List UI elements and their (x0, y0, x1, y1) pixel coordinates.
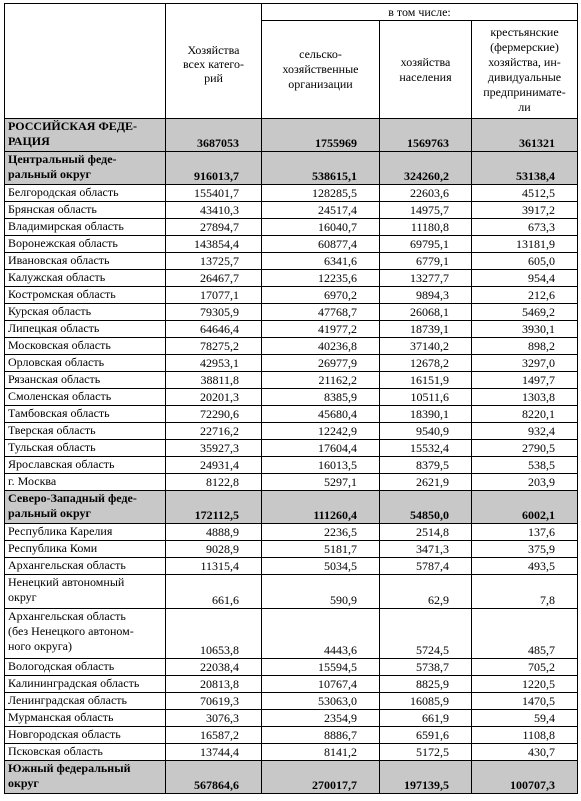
value-cell: 8385,9 (262, 389, 380, 406)
value-cell: 20813,8 (166, 676, 262, 693)
column-header-households: хозяйства населения (380, 21, 472, 119)
value-cell: 197139,5 (380, 761, 472, 794)
value-cell: 5172,5 (380, 744, 472, 761)
region-name-cell: Тамбовская область (5, 406, 166, 423)
value-cell: 35927,3 (166, 440, 262, 457)
value-cell: 6591,6 (380, 727, 472, 744)
table-row (5, 575, 578, 609)
value-cell: 2790,5 (472, 440, 578, 457)
region-name-cell: Республика Карелия (5, 524, 166, 541)
table-row (5, 202, 578, 219)
value-cell: 172112,5 (166, 491, 262, 524)
value-cell: 590,9 (262, 575, 380, 609)
table-row (5, 389, 578, 406)
column-header-agricultural-organizations: сельско- хозяйственные организации (262, 21, 380, 119)
value-cell: 1303,8 (472, 389, 578, 406)
value-cell: 26068,1 (380, 304, 472, 321)
region-name-cell: Мурманская область (5, 710, 166, 727)
value-cell: 8886,7 (262, 727, 380, 744)
value-cell: 916013,7 (166, 152, 262, 185)
value-cell: 430,7 (472, 744, 578, 761)
including-header: в том числе: (262, 4, 578, 21)
value-cell: 5297,1 (262, 474, 380, 491)
table-row-district (5, 119, 578, 152)
value-cell: 128285,5 (262, 185, 380, 202)
region-name-cell: Костромская область (5, 287, 166, 304)
value-cell: 4888,9 (166, 524, 262, 541)
region-name-cell: Белгородская область (5, 185, 166, 202)
table-row (5, 727, 578, 744)
value-cell: 79305,9 (166, 304, 262, 321)
value-cell: 9894,3 (380, 287, 472, 304)
value-cell: 1108,8 (472, 727, 578, 744)
value-cell: 605,0 (472, 253, 578, 270)
value-cell: 10653,8 (166, 609, 262, 659)
value-cell: 143854,4 (166, 236, 262, 253)
value-cell: 45680,4 (262, 406, 380, 423)
value-cell: 8379,5 (380, 457, 472, 474)
value-cell: 2236,5 (262, 524, 380, 541)
table-row-district (5, 761, 578, 794)
value-cell: 22603,6 (380, 185, 472, 202)
value-cell: 24517,4 (262, 202, 380, 219)
value-cell: 78275,2 (166, 338, 262, 355)
value-cell: 24931,4 (166, 457, 262, 474)
value-cell: 3917,2 (472, 202, 578, 219)
region-name-cell: г. Москва (5, 474, 166, 491)
value-cell: 18739,1 (380, 321, 472, 338)
value-cell: 1755969 (262, 119, 380, 152)
value-cell: 9028,9 (166, 541, 262, 558)
column-header-farms: крестьянские (фермерские) хозяйства, ин- дивидуальные предпринимате- ли (472, 21, 578, 119)
value-cell: 5724,5 (380, 609, 472, 659)
table-row (5, 372, 578, 389)
value-cell: 3076,3 (166, 710, 262, 727)
table-body (5, 119, 578, 794)
table-row (5, 321, 578, 338)
value-cell: 6779,1 (380, 253, 472, 270)
value-cell: 2621,9 (380, 474, 472, 491)
value-cell: 375,9 (472, 541, 578, 558)
value-cell: 3687053 (166, 119, 262, 152)
value-cell: 2514,8 (380, 524, 472, 541)
region-name-cell: Калужская область (5, 270, 166, 287)
value-cell: 41977,2 (262, 321, 380, 338)
value-cell: 485,7 (472, 609, 578, 659)
region-name-cell: Владимирская область (5, 219, 166, 236)
value-cell: 567864,6 (166, 761, 262, 794)
value-cell: 15594,5 (262, 659, 380, 676)
value-cell: 53138,4 (472, 152, 578, 185)
value-cell: 898,2 (472, 338, 578, 355)
region-name-cell: Ненецкий автономный округ (5, 575, 166, 609)
table-row (5, 676, 578, 693)
value-cell: 155401,7 (166, 185, 262, 202)
value-cell: 932,4 (472, 423, 578, 440)
value-cell: 7,8 (472, 575, 578, 609)
value-cell: 673,3 (472, 219, 578, 236)
region-name-cell: Архангельская область (5, 558, 166, 575)
table-row (5, 236, 578, 253)
value-cell: 13181,9 (472, 236, 578, 253)
region-name-cell: Воронежская область (5, 236, 166, 253)
value-cell: 10767,4 (262, 676, 380, 693)
region-name-cell: Тверская область (5, 423, 166, 440)
value-cell: 69795,1 (380, 236, 472, 253)
value-cell: 16587,2 (166, 727, 262, 744)
value-cell: 5469,2 (472, 304, 578, 321)
region-name-cell: Смоленская область (5, 389, 166, 406)
table-row (5, 541, 578, 558)
value-cell: 13744,4 (166, 744, 262, 761)
region-name-cell: РОССИЙСКАЯ ФЕДЕ- РАЦИЯ (5, 119, 166, 152)
value-cell: 20201,3 (166, 389, 262, 406)
value-cell: 14975,7 (380, 202, 472, 219)
value-cell: 6002,1 (472, 491, 578, 524)
value-cell: 12235,6 (262, 270, 380, 287)
table-row (5, 253, 578, 270)
value-cell: 270017,7 (262, 761, 380, 794)
value-cell: 16151,9 (380, 372, 472, 389)
value-cell: 1220,5 (472, 676, 578, 693)
value-cell: 2354,9 (262, 710, 380, 727)
table-row (5, 287, 578, 304)
value-cell: 705,2 (472, 659, 578, 676)
value-cell: 8122,8 (166, 474, 262, 491)
value-cell: 43410,3 (166, 202, 262, 219)
value-cell: 5181,7 (262, 541, 380, 558)
value-cell: 8825,9 (380, 676, 472, 693)
region-name-cell: Южный федеральный округ (5, 761, 166, 794)
value-cell: 100707,3 (472, 761, 578, 794)
region-name-cell: Орловская область (5, 355, 166, 372)
region-name-cell: Брянская область (5, 202, 166, 219)
region-name-cell: Центральный феде- ральный округ (5, 152, 166, 185)
table-row (5, 474, 578, 491)
value-cell: 13725,7 (166, 253, 262, 270)
value-cell: 8220,1 (472, 406, 578, 423)
value-cell: 6341,6 (262, 253, 380, 270)
value-cell: 6970,2 (262, 287, 380, 304)
region-name-cell: Московская область (5, 338, 166, 355)
value-cell: 137,6 (472, 524, 578, 541)
region-name-cell: Тульская область (5, 440, 166, 457)
value-cell: 361321 (472, 119, 578, 152)
value-cell: 70619,3 (166, 693, 262, 710)
value-cell: 26467,7 (166, 270, 262, 287)
region-name-cell: Северо-Западный феде- ральный округ (5, 491, 166, 524)
value-cell: 954,4 (472, 270, 578, 287)
value-cell: 5738,7 (380, 659, 472, 676)
value-cell: 22038,4 (166, 659, 262, 676)
value-cell: 60877,4 (262, 236, 380, 253)
value-cell: 11180,8 (380, 219, 472, 236)
value-cell: 493,5 (472, 558, 578, 575)
value-cell: 54850,0 (380, 491, 472, 524)
value-cell: 4512,5 (472, 185, 578, 202)
value-cell: 12678,2 (380, 355, 472, 372)
value-cell: 10511,6 (380, 389, 472, 406)
region-name-cell: Вологодская область (5, 659, 166, 676)
table-row (5, 406, 578, 423)
table-row (5, 659, 578, 676)
value-cell: 42953,1 (166, 355, 262, 372)
value-cell: 38811,8 (166, 372, 262, 389)
value-cell: 538615,1 (262, 152, 380, 185)
value-cell: 62,9 (380, 575, 472, 609)
value-cell: 1470,5 (472, 693, 578, 710)
table-row (5, 710, 578, 727)
value-cell: 72290,6 (166, 406, 262, 423)
table-row (5, 304, 578, 321)
value-cell: 111260,4 (262, 491, 380, 524)
value-cell: 12242,9 (262, 423, 380, 440)
table-row (5, 440, 578, 457)
statistics-table (4, 3, 578, 794)
table-row-district (5, 491, 578, 524)
value-cell: 538,5 (472, 457, 578, 474)
value-cell: 1569763 (380, 119, 472, 152)
value-cell: 26977,9 (262, 355, 380, 372)
value-cell: 37140,2 (380, 338, 472, 355)
value-cell: 16040,7 (262, 219, 380, 236)
region-name-cell: Калининградская область (5, 676, 166, 693)
value-cell: 18390,1 (380, 406, 472, 423)
value-cell: 13277,7 (380, 270, 472, 287)
region-column-header (5, 4, 166, 119)
value-cell: 5787,4 (380, 558, 472, 575)
table-row (5, 457, 578, 474)
value-cell: 16085,9 (380, 693, 472, 710)
table-row-district (5, 152, 578, 185)
value-cell: 8141,2 (262, 744, 380, 761)
region-name-cell: Новгородская область (5, 727, 166, 744)
value-cell: 21162,2 (262, 372, 380, 389)
value-cell: 3930,1 (472, 321, 578, 338)
value-cell: 3297,0 (472, 355, 578, 372)
region-name-cell: Архангельская область (без Ненецкого автоном- ного округа) (5, 609, 166, 659)
value-cell: 203,9 (472, 474, 578, 491)
value-cell: 15532,4 (380, 440, 472, 457)
value-cell: 64646,4 (166, 321, 262, 338)
value-cell: 47768,7 (262, 304, 380, 321)
table-row (5, 338, 578, 355)
value-cell: 59,4 (472, 710, 578, 727)
table-row (5, 423, 578, 440)
table-header (5, 4, 578, 119)
value-cell: 17604,4 (262, 440, 380, 457)
table-row (5, 219, 578, 236)
table-row (5, 693, 578, 710)
region-name-cell: Рязанская область (5, 372, 166, 389)
region-name-cell: Республика Коми (5, 541, 166, 558)
value-cell: 27894,7 (166, 219, 262, 236)
value-cell: 16013,5 (262, 457, 380, 474)
table-row (5, 609, 578, 659)
value-cell: 5034,5 (262, 558, 380, 575)
value-cell: 22716,2 (166, 423, 262, 440)
value-cell: 17077,1 (166, 287, 262, 304)
value-cell: 53063,0 (262, 693, 380, 710)
column-header-all-categories: Хозяйства всех катего- рий (166, 4, 262, 119)
table-row (5, 744, 578, 761)
value-cell: 324260,2 (380, 152, 472, 185)
value-cell: 661,6 (166, 575, 262, 609)
value-cell: 661,9 (380, 710, 472, 727)
region-name-cell: Липецкая область (5, 321, 166, 338)
table-row (5, 185, 578, 202)
value-cell: 11315,4 (166, 558, 262, 575)
value-cell: 4443,6 (262, 609, 380, 659)
table-row (5, 558, 578, 575)
table-row (5, 270, 578, 287)
table-row (5, 524, 578, 541)
region-name-cell: Ивановская область (5, 253, 166, 270)
value-cell: 40236,8 (262, 338, 380, 355)
value-cell: 9540,9 (380, 423, 472, 440)
region-name-cell: Ленинградская область (5, 693, 166, 710)
region-name-cell: Псковская область (5, 744, 166, 761)
table-row (5, 355, 578, 372)
region-name-cell: Ярославская область (5, 457, 166, 474)
value-cell: 212,6 (472, 287, 578, 304)
region-name-cell: Курская область (5, 304, 166, 321)
value-cell: 3471,3 (380, 541, 472, 558)
value-cell: 1497,7 (472, 372, 578, 389)
